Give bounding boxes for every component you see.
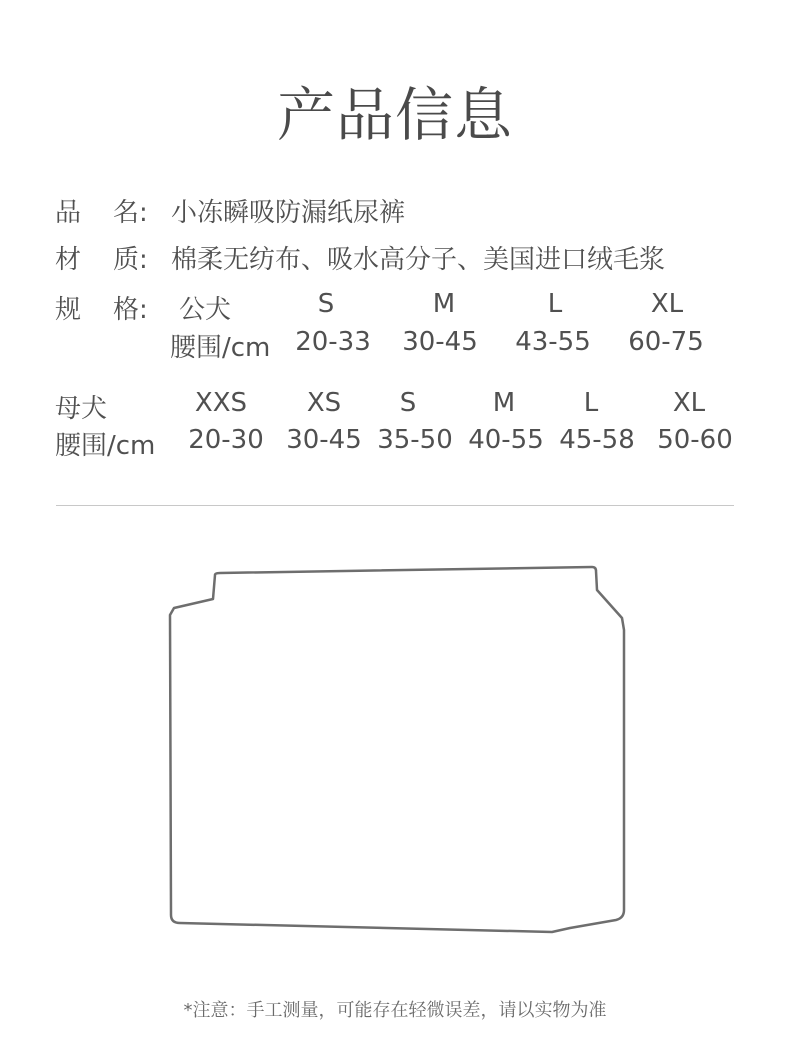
male-waist-label: 腰围/cm bbox=[170, 333, 271, 363]
male-size-m: M bbox=[432, 289, 456, 319]
male-size-xl: XL bbox=[650, 289, 684, 319]
product-name-label-1: 品 bbox=[55, 198, 82, 228]
spec-label bbox=[55, 289, 148, 326]
female-size-l: L bbox=[583, 388, 599, 418]
spec-label-1: 规 bbox=[55, 295, 82, 325]
male-range-s: 20-33 bbox=[295, 327, 371, 357]
female-range-xxs: 20-30 bbox=[188, 425, 264, 455]
page-title: 产品信息 bbox=[276, 81, 513, 149]
spec-label-2: 格: bbox=[113, 295, 148, 325]
female-size-s: S bbox=[399, 388, 417, 418]
female-size-xxs: XXS bbox=[194, 388, 248, 418]
diaper-outline-diagram bbox=[160, 560, 630, 940]
material-value: 棉柔无纺布、吸水高分子、美国进口绒毛浆 bbox=[171, 245, 666, 275]
female-range-s: 35-50 bbox=[377, 425, 453, 455]
male-range-xl: 60-75 bbox=[628, 327, 704, 357]
diaper-outline-shape bbox=[170, 567, 624, 932]
female-range-xl: 50-60 bbox=[657, 425, 733, 455]
female-size-xs: XS bbox=[306, 388, 342, 418]
male-header: 公犬 bbox=[179, 295, 232, 325]
female-size-xl: XL bbox=[672, 388, 706, 418]
female-waist-label: 腰围/cm bbox=[55, 431, 156, 461]
male-size-s: S bbox=[317, 289, 335, 319]
male-range-l: 43-55 bbox=[515, 327, 591, 357]
product-name-label-2: 名: bbox=[113, 198, 148, 228]
material-label-2: 质: bbox=[113, 245, 148, 275]
female-range-l: 45-58 bbox=[559, 425, 635, 455]
material-label-1: 材 bbox=[55, 245, 82, 275]
product-name-value: 小冻瞬吸防漏纸尿裤 bbox=[171, 198, 406, 228]
male-size-l: L bbox=[547, 289, 563, 319]
female-header: 母犬 bbox=[55, 394, 108, 424]
product-name-label bbox=[55, 192, 148, 229]
female-range-xs: 30-45 bbox=[286, 425, 362, 455]
female-range-m: 40-55 bbox=[468, 425, 544, 455]
disclaimer-note: *注意：手工测量，可能存在轻微误差，请以实物为准 bbox=[183, 1000, 607, 1021]
female-size-m: M bbox=[492, 388, 516, 418]
section-divider bbox=[56, 505, 734, 506]
male-range-m: 30-45 bbox=[402, 327, 478, 357]
material-label bbox=[55, 239, 148, 276]
